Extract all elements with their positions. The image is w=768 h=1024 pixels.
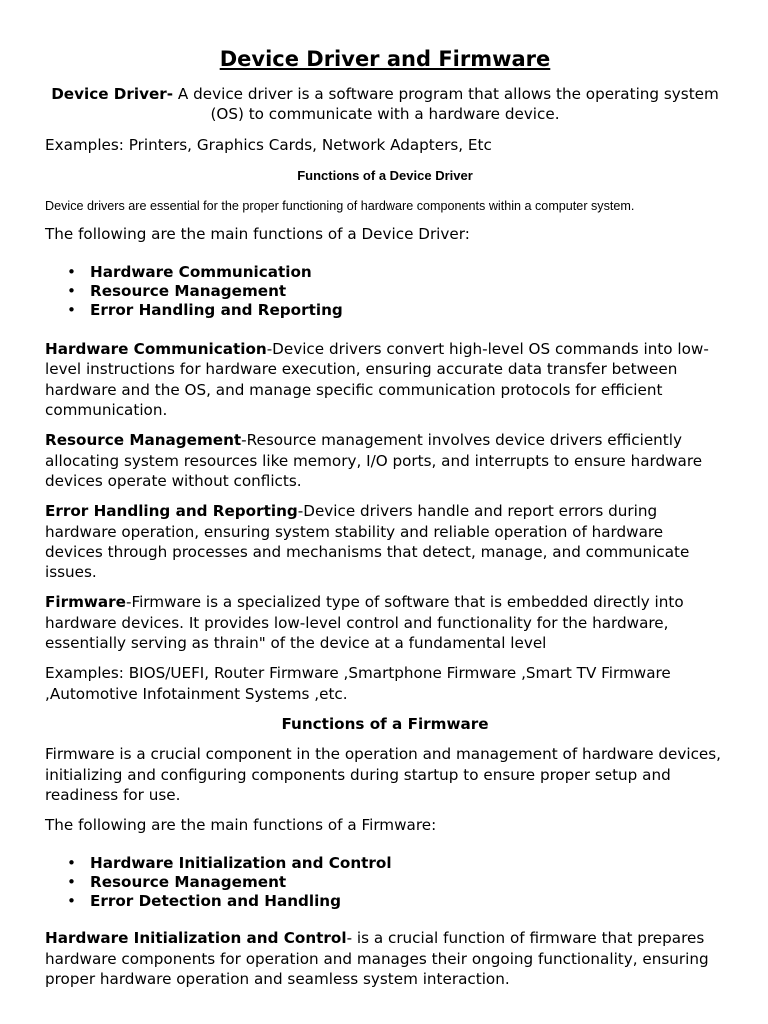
- device-driver-term: Device Driver-: [51, 85, 174, 103]
- firmware-functions-list-intro: The following are the main functions of a Firmware:: [45, 816, 437, 835]
- list-item: [67, 282, 725, 301]
- firmware-definition-text: -Firmware is a specialized type of software that is embedded directly into hardware devices. It provides low-level control and functionality for the hardware, essentially serving as thrain" of the device at a fundamental level: [45, 593, 684, 653]
- bullet-icon: •: [67, 282, 76, 301]
- error-handling-paragraph: [45, 501, 725, 582]
- firmware-functions-heading: Functions of a Firmware: [281, 714, 489, 733]
- bullet-icon: •: [67, 263, 76, 282]
- document-title: Device Driver and Firmware: [219, 47, 551, 71]
- bullet-icon: •: [67, 892, 76, 911]
- list-item-label: Resource Management: [90, 282, 287, 301]
- list-item-label: Error Detection and Handling: [90, 892, 341, 911]
- resource-management-text: -Resource management involves device drivers efficiently allocating system resources like memory, I/O ports, and interrupts to ensure hardware devices operate without conflicts.: [45, 431, 703, 490]
- hardware-communication-paragraph: [45, 339, 725, 420]
- list-item-label: Error Handling and Reporting: [90, 301, 343, 320]
- resource-management-paragraph: [45, 430, 725, 491]
- bullet-icon: •: [67, 854, 76, 873]
- hardware-initialization-text: - is a crucial function of firmware that prepares hardware components for operation and manages their ongoing functionality, ensuring proper hardware operation and seamless system interaction.: [45, 929, 709, 989]
- list-item-label: Resource Management: [90, 873, 287, 892]
- hardware-initialization-term: Hardware Initialization and Control: [45, 929, 347, 948]
- driver-functions-heading: Functions of a Device Driver: [297, 167, 473, 183]
- resource-management-term: Resource Management: [45, 431, 242, 450]
- error-handling-term: Error Handling and Reporting: [45, 502, 298, 521]
- driver-functions-list-intro: The following are the main functions of a Device Driver:: [45, 224, 470, 243]
- driver-functions-intro: Device drivers are essential for the proper functioning of hardware components within a computer system.: [45, 198, 635, 213]
- error-handling-text: -Device drivers handle and report errors during hardware operation, ensuring system stability and reliable operation of hardware devices through processes and mechanisms that detect, manage, and communicate issues.: [45, 502, 690, 582]
- device-driver-definition-text: A device driver is a software program that allows the operating system (OS) to communicate with a hardware device.: [173, 85, 719, 124]
- list-item: [67, 854, 725, 873]
- list-item-label: Hardware Initialization and Control: [90, 854, 392, 873]
- document-page: [45, 44, 725, 989]
- hardware-communication-text: -Device drivers convert high-level OS commands into low-level instructions for hardware execution, ensuring accurate data transfer between hardware and the OS, and manage specific communication protocols for efficient communication.: [45, 340, 709, 420]
- bullet-icon: •: [67, 873, 76, 892]
- device-driver-definition: [45, 84, 725, 125]
- firmware-examples: Examples: BIOS/UEFI, Router Firmware ,Smartphone Firmware ,Smart TV Firmware ,Automotive Infotainment Systems ,etc.: [45, 664, 671, 703]
- firmware-definition: [45, 592, 725, 653]
- list-item: [67, 263, 725, 282]
- hardware-communication-term: Hardware Communication: [45, 340, 267, 359]
- firmware-functions-list: [45, 854, 725, 911]
- list-item-label: Hardware Communication: [90, 263, 312, 282]
- list-item: [67, 301, 725, 320]
- list-item: [67, 873, 725, 892]
- device-driver-examples: Examples: Printers, Graphics Cards, Network Adapters, Etc: [45, 135, 492, 154]
- bullet-icon: •: [67, 301, 76, 320]
- list-item: [67, 892, 725, 911]
- hardware-initialization-paragraph: [45, 928, 725, 989]
- driver-functions-list: [45, 263, 725, 320]
- firmware-term: Firmware: [45, 593, 126, 612]
- firmware-functions-intro: Firmware is a crucial component in the operation and management of hardware devices, initializing and configuring components during startup to ensure proper setup and readiness for use.: [45, 745, 722, 804]
